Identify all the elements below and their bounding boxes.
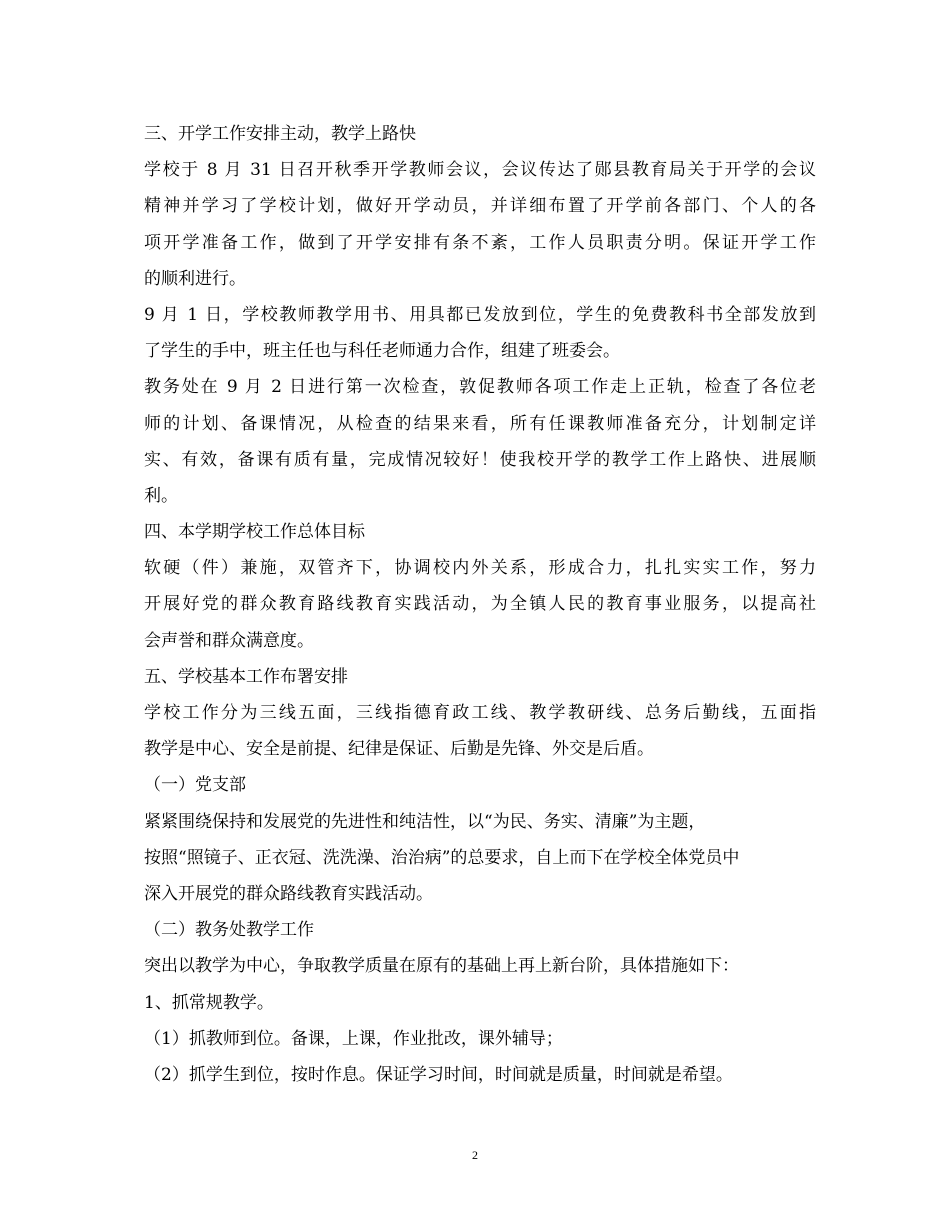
paragraph-line: 项开学准备工作，做到了开学安排有条不紊，工作人员职责分明。保证开学工作 [144, 232, 816, 253]
paragraph-line: 9 月 1 日，学校教师教学用书、用具都已发放到位，学生的免费教科书全部发放到 [144, 304, 816, 325]
section-heading-3: 三、开学工作安排主动，教学上路快 [144, 124, 416, 144]
paragraph-line: 开展好党的群众教育路线教育实践活动，为全镇人民的教育事业服务，以提高社 [144, 594, 816, 615]
subsection-heading-teaching-affairs: （二）教务处教学工作 [144, 920, 314, 941]
paragraph-line: 紧紧围绕保持和发展党的先进性和纯洁性，以“为民、务实、清廉”为主题， [144, 811, 706, 832]
subsection-heading-party-branch: （一）党支部 [144, 775, 246, 796]
paragraph-line: 利。 [144, 485, 178, 506]
paragraph-line: 师的计划、备课情况，从检查的结果来看，所有任课教师准备充分，计划制定详 [144, 413, 816, 434]
page-number: 2 [472, 1148, 478, 1162]
paragraph-line: 教学是中心、安全是前提、纪律是保证、后勤是先锋、外交是后盾。 [144, 739, 654, 760]
paragraph-line: 深入开展党的群众路线教育实践活动。 [144, 883, 433, 904]
paragraph-line: 突出以教学为中心，争取教学质量在原有的基础上再上新台阶，具体措施如下： [144, 956, 739, 977]
paragraph-line: 教务处在 9 月 2 日进行第一次检查，敦促教师各项工作走上正轨，检查了各位老 [144, 377, 816, 398]
paragraph-line: 学校于 8 月 31 日召开秋季开学教师会议，会议传达了郧县教育局关于开学的会议 [144, 160, 816, 181]
paragraph-line: 会声誉和群众满意度。 [144, 630, 314, 651]
section-heading-5: 五、学校基本工作布署安排 [144, 666, 348, 687]
document-body [144, 116, 816, 1093]
list-item: 1、抓常规教学。 [144, 992, 274, 1013]
list-item: （2）抓学生到位，按时作息。保证学习时间，时间就是质量，时间就是希望。 [144, 1064, 733, 1085]
paragraph-line: 软硬（件）兼施，双管齐下，协调校内外关系，形成合力，扎扎实实工作，努力 [144, 558, 816, 579]
section-heading-4: 四、本学期学校工作总体目标 [144, 522, 365, 543]
paragraph-line: 学校工作分为三线五面，三线指德育政工线、教学教研线、总务后勤线，五面指 [144, 703, 816, 723]
paragraph-line: 实、有效，备课有质有量，完成情况较好！使我校开学的教学工作上路快、进展顺 [144, 449, 816, 470]
paragraph-line: 精神并学习了学校计划，做好开学动员，并详细布置了开学前各部门、个人的各 [144, 196, 816, 217]
paragraph-line: 按照“照镜子、正衣冠、洗洗澡、治治病”的总要求，自上而下在学校全体党员中 [144, 847, 740, 868]
list-item: （1）抓教师到位。备课，上课，作业批改，课外辅导； [144, 1028, 563, 1049]
paragraph-line: 的顺利进行。 [144, 268, 246, 289]
paragraph-line: 了学生的手中，班主任也与科任老师通力合作，组建了班委会。 [144, 341, 620, 362]
